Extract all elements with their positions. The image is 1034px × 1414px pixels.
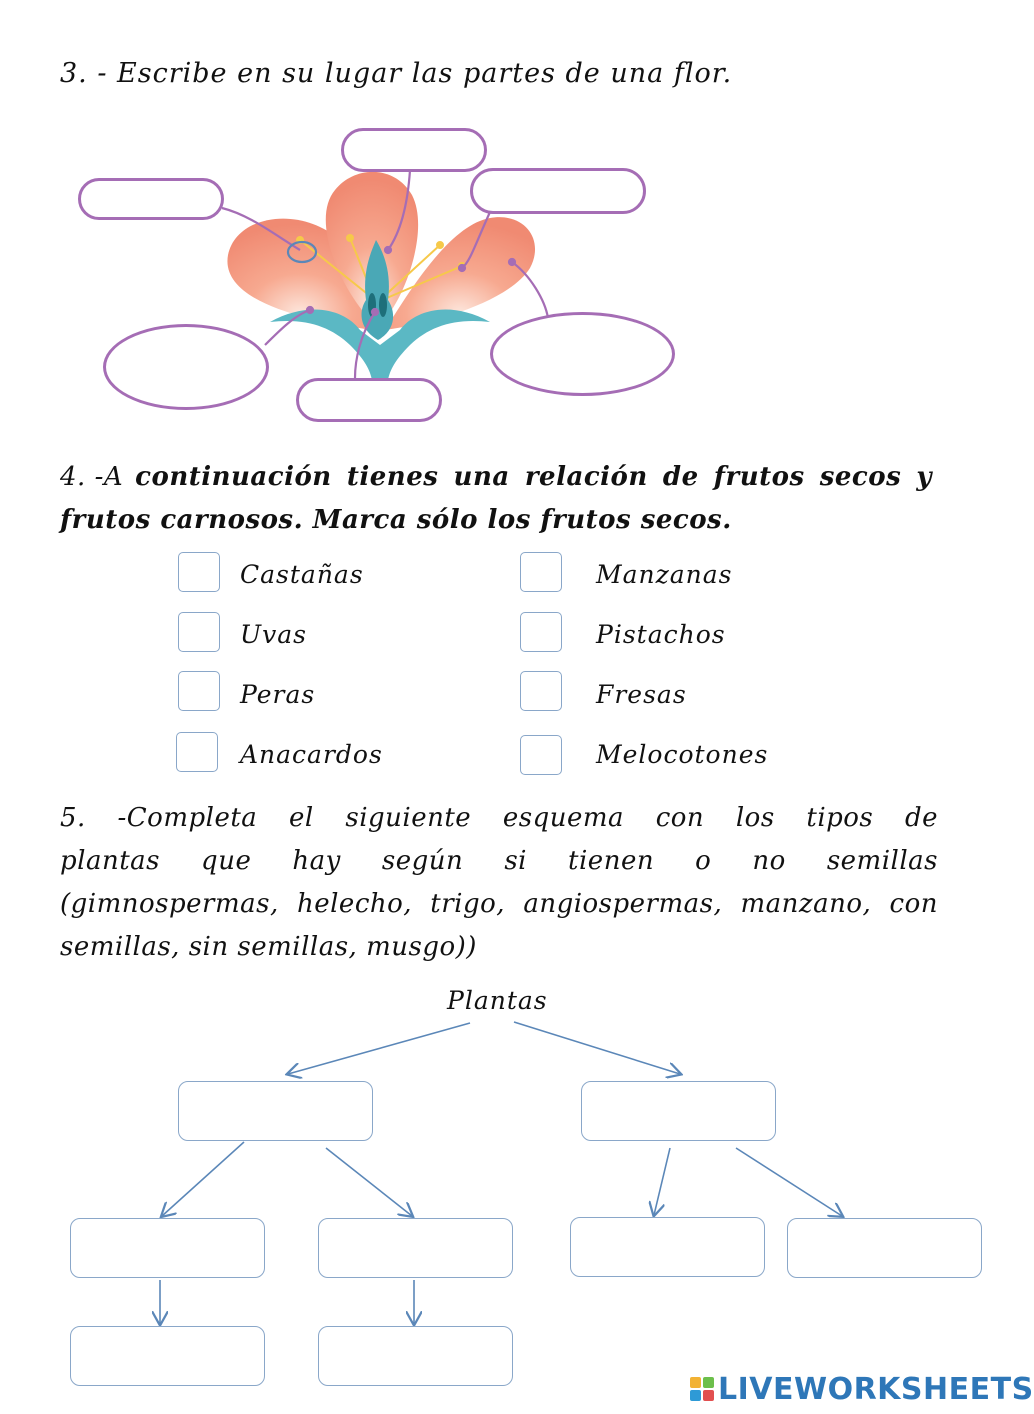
question-5-line-4: semillas, sin semillas, musgo)) xyxy=(60,932,477,962)
arrow-l-lr xyxy=(326,1148,412,1216)
question-4-text-line-1: continuación tienes una relación de frutos secos y xyxy=(135,462,932,492)
scheme-box-level2-2[interactable] xyxy=(318,1218,513,1278)
item-anacardos: Anacardos xyxy=(240,740,383,769)
scheme-box-level2-3[interactable] xyxy=(570,1217,765,1277)
scheme-box-level1-right[interactable] xyxy=(581,1081,776,1141)
item-peras: Peras xyxy=(240,680,316,709)
brand-text: LIVEWORKSHEETS xyxy=(718,1371,1034,1407)
scheme-box-level1-left[interactable] xyxy=(178,1081,373,1141)
liveworksheets-logo xyxy=(690,1372,1034,1406)
question-4-line-2: frutos carnosos. Marca sólo los frutos secos. xyxy=(60,505,732,535)
arrow-root-right xyxy=(514,1022,680,1074)
scheme-box-level2-1[interactable] xyxy=(70,1218,265,1278)
question-5-line-3: (gimnospermas, helecho, trigo, angiospermas, manzano, con xyxy=(60,889,938,919)
item-pistachos: Pistachos xyxy=(596,620,726,649)
arrow-l-ll xyxy=(162,1142,244,1216)
question-5-line-2: plantas que hay según si tienen o no semillas xyxy=(60,846,938,876)
arrow-root-left xyxy=(288,1023,470,1074)
scheme-box-level2-4[interactable] xyxy=(787,1218,982,1278)
scheme-box-level3-1[interactable] xyxy=(70,1326,265,1386)
item-manzanas: Manzanas xyxy=(596,560,733,589)
question-4-number: 4. -A xyxy=(60,462,124,492)
item-castanas: Castañas xyxy=(240,560,364,589)
item-fresas: Fresas xyxy=(596,680,687,709)
item-melocotones: Melocotones xyxy=(596,740,769,769)
scheme-root-label: Plantas xyxy=(447,986,548,1015)
brand-grid-icon xyxy=(690,1377,714,1401)
arrow-r-rr xyxy=(736,1148,842,1216)
question-3-title: 3. - Escribe en su lugar las partes de una flor. xyxy=(60,58,733,89)
scheme-box-level3-2[interactable] xyxy=(318,1326,513,1386)
item-uvas: Uvas xyxy=(240,620,307,649)
question-5-line-1: 5. -Completa el siguiente esquema con los tipos de xyxy=(60,803,938,833)
arrow-r-rl xyxy=(654,1148,670,1215)
